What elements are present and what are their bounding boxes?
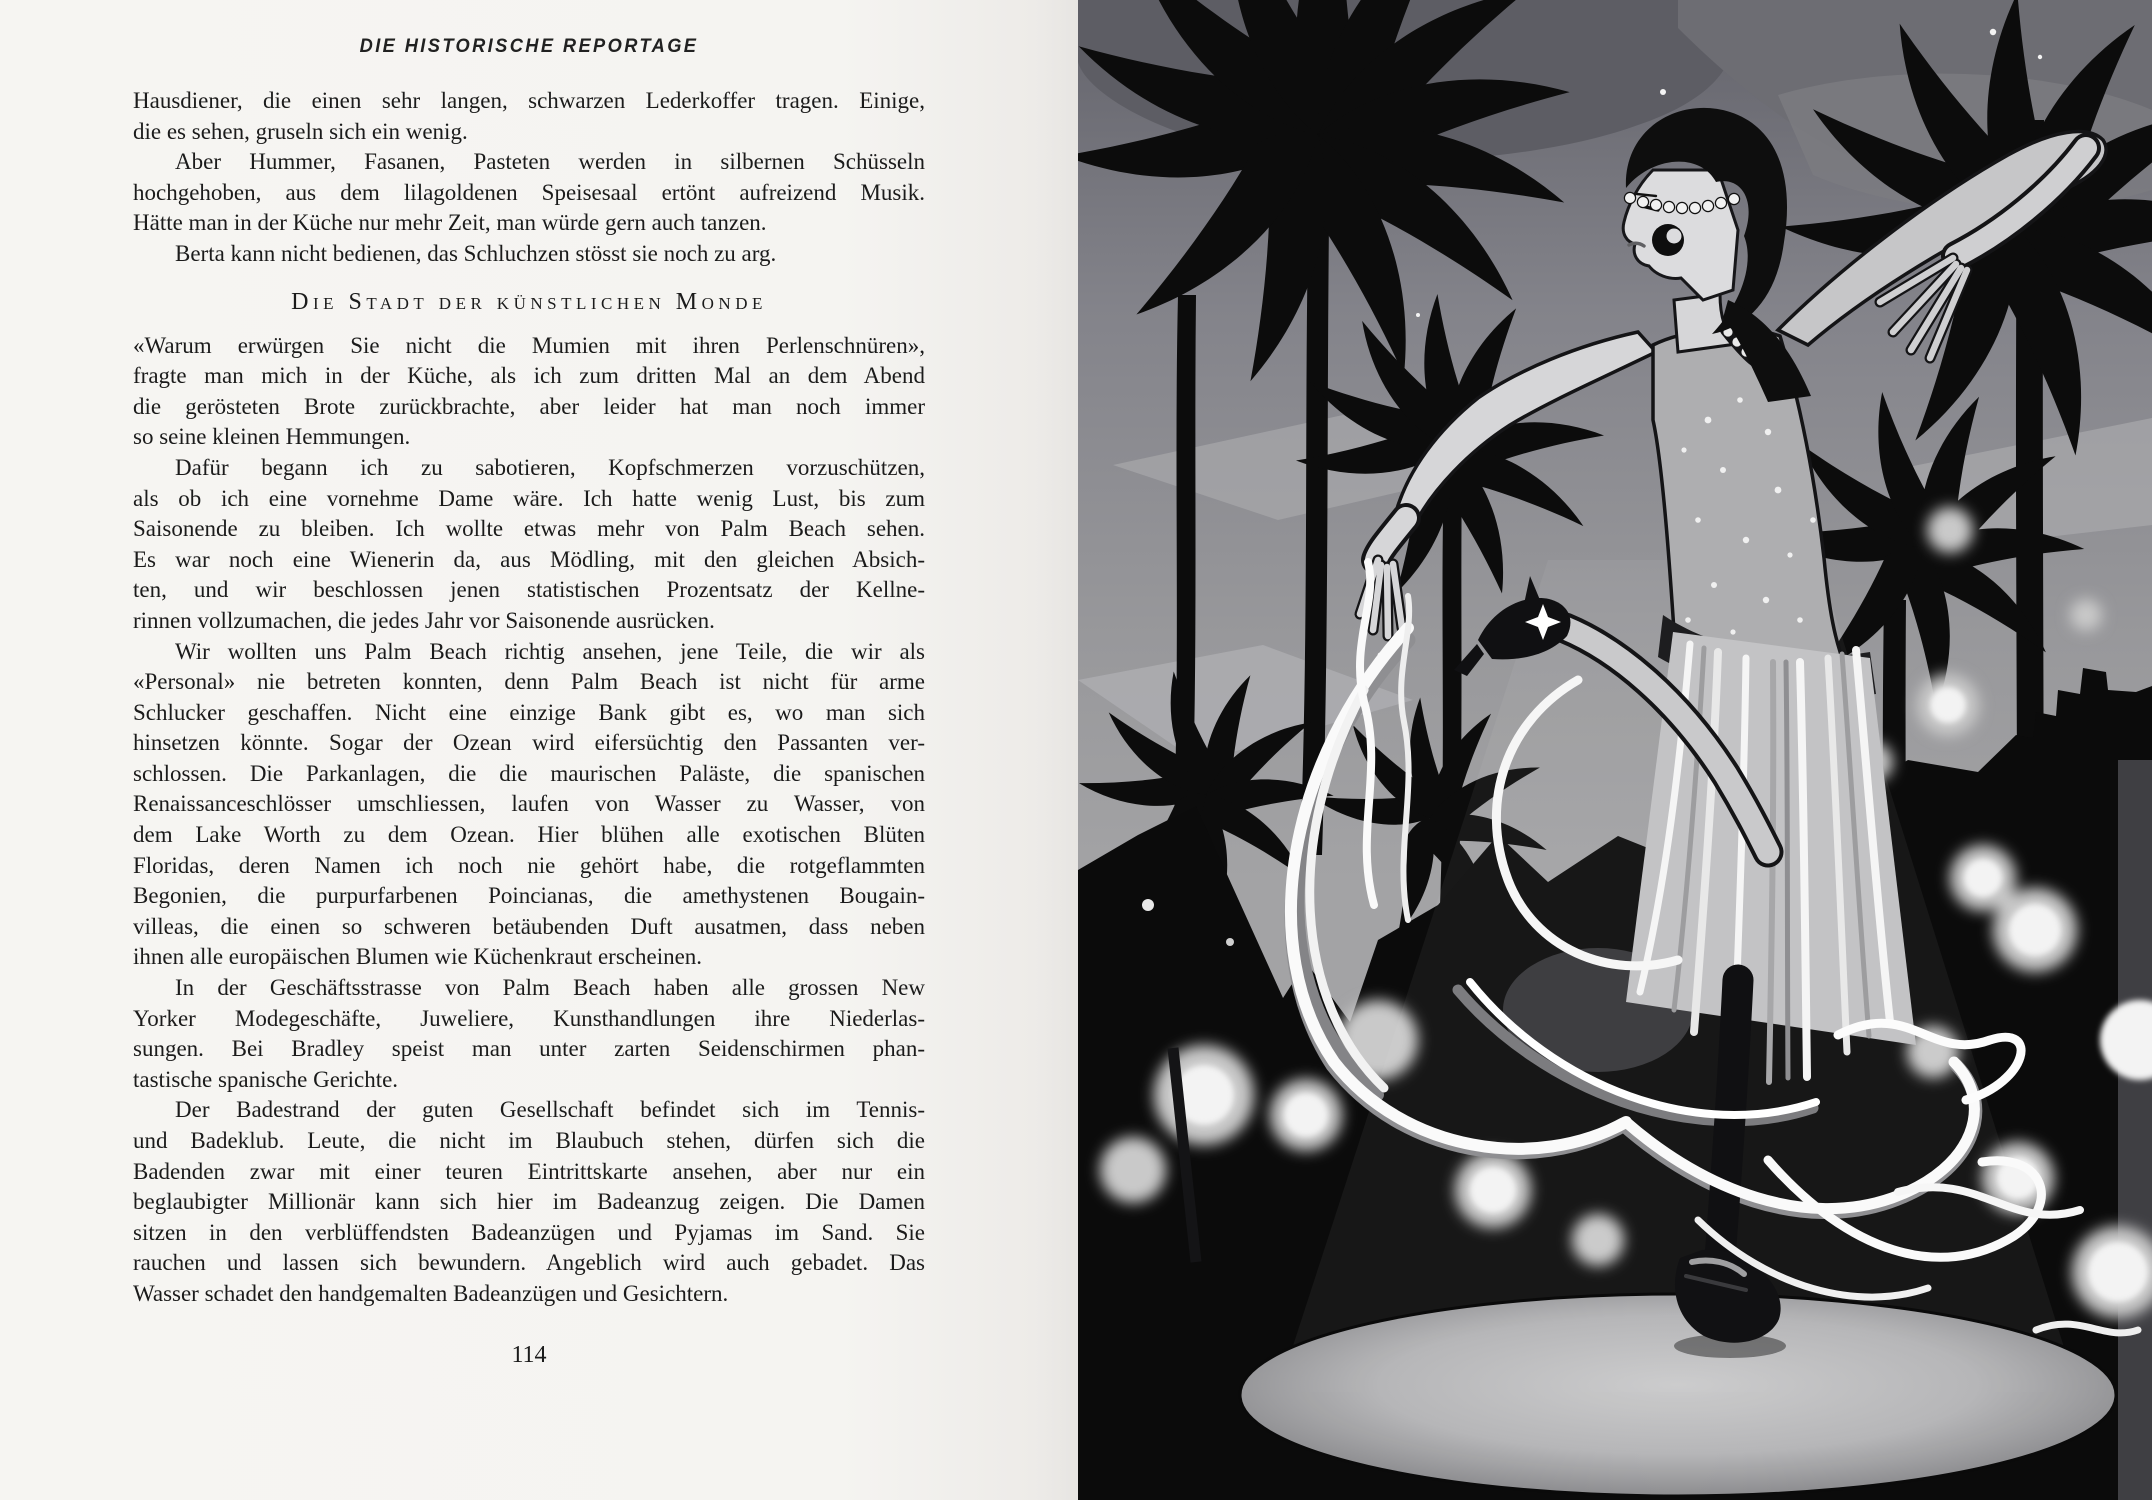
text-line: Der Badestrand der guten Gesellschaft befindet sich im Tennis-	[175, 1097, 925, 1123]
text-line: sungen. Bei Bradley speist man unter zarten Seidenschirmen phan-	[133, 1036, 925, 1062]
text-line: Hausdiener, die einen sehr langen, schwarzen Lederkoffer tragen. Einige,	[133, 88, 925, 113]
text-line: schlossen. Die Parkanlagen, die die maurischen Paläste, die spanischen	[133, 760, 925, 786]
text-line: ten, und wir beschlossen jenen statistischen Prozentsatz der Kellne-	[133, 577, 925, 603]
text-line: Dafür begann ich zu sabotieren, Kopfschmerzen vorzuschützen,	[175, 454, 925, 480]
text-line: Hätte man in der Küche nur mehr Zeit, man würde gern auch tanzen.	[133, 210, 767, 236]
text-line: Yorker Modegeschäfte, Juweliere, Kunsthandlungen ihre Niederlas-	[133, 1005, 925, 1031]
text-line: rinnen vollzumachen, die jedes Jahr vor Saisonende ausrücken.	[133, 607, 715, 633]
body-text	[133, 86, 925, 1310]
text-line: fragte man mich in der Küche, als ich zum dritten Mal an dem Abend	[133, 363, 925, 389]
text-line: In der Geschäftsstrasse von Palm Beach haben alle grossen New	[175, 975, 925, 1001]
text-line: ihnen alle europäischen Blumen wie Küchenkraut erscheinen.	[133, 944, 703, 970]
text-line: und Badeklub. Leute, die nicht im Blaubuch stehen, dürfen sich die	[133, 1128, 925, 1153]
text-line: tastische spanische Gerichte.	[133, 1066, 399, 1092]
text-line: Es war noch eine Wienerin da, aus Mödling, mit den gleichen Absich-	[133, 546, 925, 572]
text-line: sitzen in den verblüffendsten Badeanzügen und Pyjamas im Sand. Sie	[133, 1219, 925, 1245]
text-line: Schlucker geschaffen. Nicht eine einzige Bank gibt es, wo man sich	[133, 699, 925, 725]
text-line: beglaubigter Millionär kann sich hier im Badeanzug zeigen. Die Damen	[133, 1189, 925, 1215]
illustration-page	[1078, 0, 2152, 1500]
text-line: Renaissanceschlösser umschliessen, laufen von Wasser zu Wasser, von	[133, 791, 925, 817]
text-line: rauchen und lassen sich bewundern. Angeblich wird auch gebadet. Das	[133, 1250, 925, 1276]
text-line: «Personal» nie betreten konnten, denn Palm Beach ist nicht für arme	[133, 669, 925, 695]
text-line: als ob ich eine vornehme Dame wäre. Ich hatte wenig Lust, bis zum	[133, 485, 925, 511]
text-line: Aber Hummer, Fasanen, Pasteten werden in silbernen Schüsseln	[175, 149, 925, 175]
dancer-illustration	[1078, 0, 2152, 1500]
text-line: hinsetzen könnte. Sogar der Ozean wird eifersüchtig den Passanten ver-	[133, 730, 925, 756]
text-line: Berta kann nicht bedienen, das Schluchzen stösst sie noch zu arg.	[175, 240, 777, 266]
text-line: Badenden zwar mit einer teuren Eintrittskarte ansehen, aber nur ein	[133, 1158, 925, 1184]
running-header: DIE HISTORISCHE REPORTAGE	[359, 36, 699, 57]
text-line: Saisonende zu bleiben. Ich wollte etwas mehr von Palm Beach sehen.	[133, 516, 925, 542]
text-line: so seine kleinen Hemmungen.	[133, 424, 411, 450]
section-heading: Die Stadt der künstlichen Monde	[291, 288, 767, 315]
text-line: hochgehoben, aus dem lilagoldenen Speisesaal ertönt aufreizend Musik.	[133, 179, 925, 205]
text-line: Wasser schadet den handgemalten Badeanzügen und Gesichtern.	[133, 1280, 729, 1306]
page-number: 114	[511, 1342, 547, 1368]
text-line: die gerösteten Brote zurückbrachte, aber leider hat man noch immer	[133, 393, 925, 419]
text-line: Begonien, die purpurfarbenen Poincianas, die amethystenen Bougain-	[133, 883, 925, 909]
text-line: «Warum erwürgen Sie nicht die Mumien mit ihren Perlenschnüren»,	[133, 332, 925, 358]
text-line: villeas, die einen so schweren betäubenden Duft ausatmen, dass neben	[133, 913, 925, 939]
text-line: Wir wollten uns Palm Beach richtig ansehen, jene Teile, die wir als	[175, 638, 925, 664]
text-line: dem Lake Worth zu dem Ozean. Hier blühen alle exotischen Blüten	[133, 822, 925, 848]
text-line: Floridas, deren Namen ich noch nie gehört habe, die rotgeflammten	[133, 852, 925, 878]
text-line: die es sehen, gruseln sich ein wenig.	[133, 118, 468, 144]
